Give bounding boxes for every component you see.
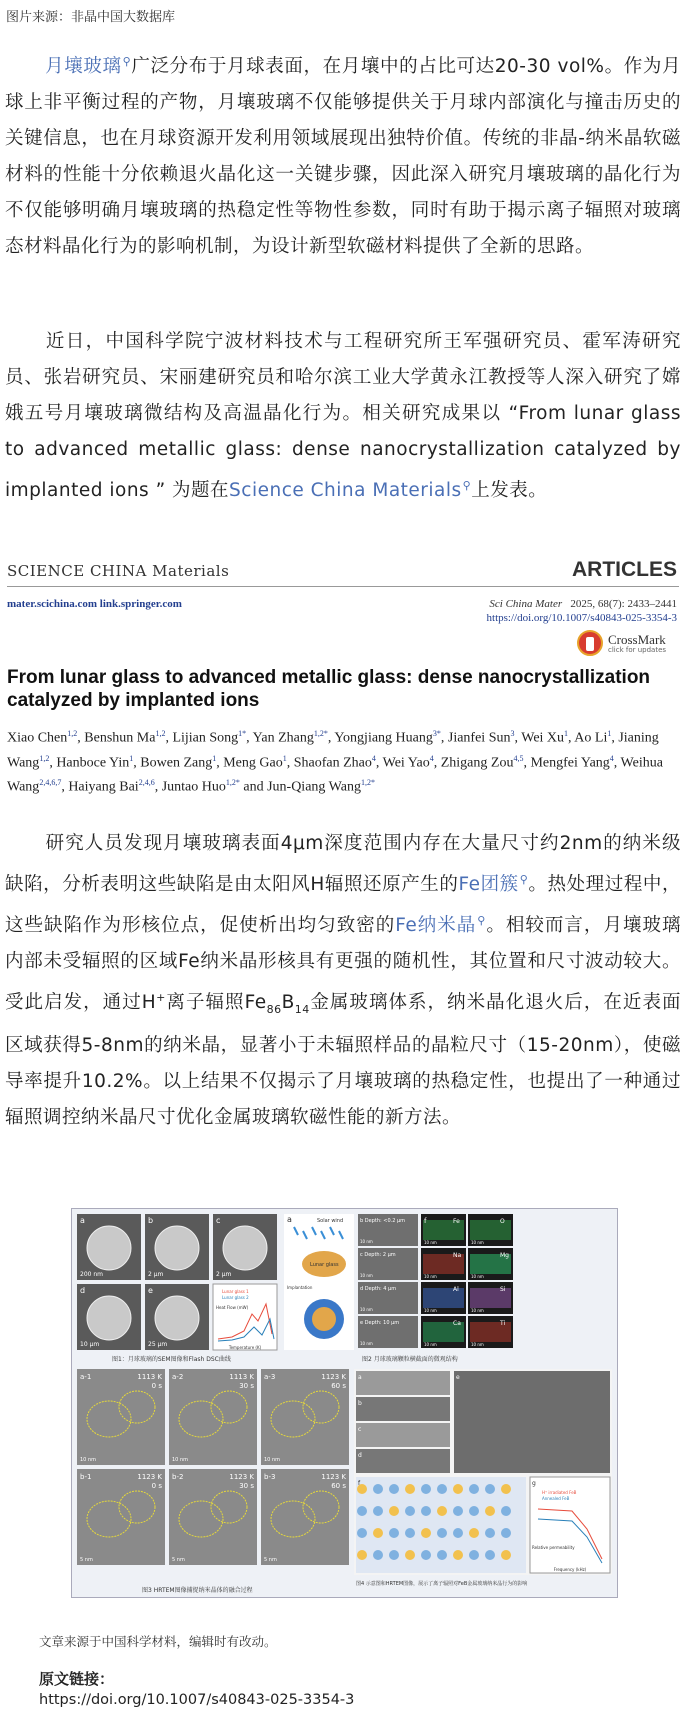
image-source-line: 图片来源：非晶中国大数据库 bbox=[6, 10, 176, 25]
atom bbox=[501, 1550, 511, 1560]
tem-time: 30 s bbox=[239, 1382, 254, 1390]
author-affiliation: 4 bbox=[371, 753, 376, 763]
tem-panel-id: b-2 bbox=[172, 1473, 184, 1481]
intro-text: 广泛分布于月球表面，在月壤中的占比可达20-30 vol%。作为月球上非平衡过程的产物，月壤玻璃不仅能够提供关于月球内部演化与撞击历史的关键信息，也在月球资源开发利用领域展现出独特价值。传统的非晶-纳米晶软磁材料的性能十分依赖退火晶化这一关键步骤，因此深入研究月壤玻璃的晶化行为不仅能够明确月壤玻璃的热稳定性等物性参数，同时有助于揭示离子辐照对玻璃态材料晶化行为的影响机制，为设计新型软磁材料提供了全新的思路。 bbox=[5, 56, 681, 258]
dsc-legend-2: Lunar glass 2 bbox=[222, 1295, 249, 1300]
findings-text-1: 研究人员发现月壤玻璃表面4μm深度范围内存在大量尺寸约2nm的纳米级缺陷，分析表明这些缺陷是由太阳风H辐照还原产生的 bbox=[5, 833, 681, 896]
findings-text-5: B bbox=[281, 992, 295, 1014]
fe-cluster-link[interactable]: Fe团簇 bbox=[458, 874, 519, 896]
sem-scale-label: 200 nm bbox=[80, 1271, 104, 1278]
eds-scale: 10 nm bbox=[424, 1308, 437, 1313]
fig2-panel-a: a bbox=[287, 1215, 292, 1224]
tem-temp: 1123 K bbox=[137, 1473, 162, 1481]
fig4-panel-label: f bbox=[358, 1480, 361, 1487]
journal-link[interactable]: Science China Materials bbox=[229, 480, 462, 502]
fig4-hrtem bbox=[356, 1371, 450, 1395]
findings-text-6: 金属玻璃体系，纳米晶化退火后，在近表面区域获得5-8nm的纳米晶，显著小于未辐照样品的晶粒尺寸（15-20nm），使磁导率提升10.2%。以上结果不仅揭示了月壤玻璃的热稳定性，也提出了一种通过辐照调控纳米晶尺寸优化金属玻璃软磁性能的新方法。 bbox=[5, 992, 681, 1129]
eds-signal bbox=[470, 1220, 511, 1240]
eds-element-label: Al bbox=[453, 1286, 459, 1293]
search-icon[interactable]: ⚲ bbox=[477, 914, 486, 928]
journal-sites[interactable]: mater.scichina.com link.springer.com bbox=[7, 598, 182, 610]
atom bbox=[389, 1550, 399, 1560]
sem-particle bbox=[223, 1226, 267, 1270]
tem-scale: 10 nm bbox=[80, 1457, 96, 1463]
figure-svg bbox=[72, 1209, 617, 1597]
sem-scale-label: 2 μm bbox=[216, 1271, 232, 1278]
author-affiliation: 2,4,6 bbox=[138, 778, 155, 788]
atom bbox=[405, 1528, 415, 1538]
lunar-glass-label: Lunar glass bbox=[310, 1262, 339, 1268]
atom bbox=[485, 1506, 495, 1516]
atom bbox=[373, 1550, 383, 1560]
perm-legend-2: Annealed FeB bbox=[542, 1496, 570, 1501]
eds-element-label: Si bbox=[500, 1286, 506, 1293]
fe-sub: 86 bbox=[266, 1003, 282, 1017]
atom bbox=[357, 1550, 367, 1560]
sem-scale-label: 25 μm bbox=[148, 1341, 168, 1348]
eds-scale: 10 nm bbox=[424, 1274, 437, 1279]
atom bbox=[405, 1484, 415, 1494]
tem-temp: 1113 K bbox=[229, 1373, 254, 1381]
depth-scale: 10 nm bbox=[360, 1273, 373, 1278]
author-affiliation: 1 bbox=[564, 729, 569, 738]
tem-temp: 1123 K bbox=[321, 1373, 346, 1381]
atom bbox=[421, 1506, 431, 1516]
fig4-panel-label: a bbox=[358, 1374, 362, 1381]
sem-panel-label: e bbox=[148, 1286, 153, 1295]
atom bbox=[373, 1506, 383, 1516]
author-name: Jun-Qiang Wang bbox=[267, 779, 361, 795]
atom bbox=[469, 1506, 479, 1516]
citation bbox=[489, 598, 677, 610]
sem-panel-label: d bbox=[80, 1286, 86, 1295]
depth-scale: 10 nm bbox=[360, 1341, 373, 1346]
atom bbox=[469, 1550, 479, 1560]
citation-journal: Sci China Mater bbox=[489, 598, 563, 610]
atom bbox=[389, 1528, 399, 1538]
author-name: Wei Yao bbox=[382, 755, 430, 771]
journal-name: SCIENCE CHINA Materials bbox=[7, 562, 230, 580]
perm-ylabel: Relative permeability bbox=[532, 1545, 575, 1550]
depth-label: e Depth: 10 μm bbox=[360, 1320, 400, 1326]
sem-scale-label: 2 μm bbox=[148, 1271, 164, 1278]
atom bbox=[485, 1550, 495, 1560]
tem-temp: 1123 K bbox=[321, 1473, 346, 1481]
tem-temp: 1113 K bbox=[137, 1373, 162, 1381]
author-name: Lijian Song bbox=[172, 730, 239, 746]
findings-text-4: 离子辐照Fe bbox=[165, 992, 267, 1014]
original-link-label: 原文链接： bbox=[39, 1670, 115, 1688]
sem-scale-label: 10 μm bbox=[80, 1341, 100, 1348]
atom bbox=[453, 1506, 463, 1516]
news-tail: 上发表。 bbox=[471, 480, 548, 502]
atom bbox=[485, 1528, 495, 1538]
author-affiliation: 1,2 bbox=[67, 729, 78, 738]
fig4-large-hrtem bbox=[454, 1371, 610, 1473]
author-name: Xiao Chen bbox=[7, 730, 68, 746]
author-affiliation: 1,2 bbox=[39, 753, 50, 763]
perm-xlabel: Frequency (kHz) bbox=[553, 1567, 587, 1572]
intro-paragraph bbox=[5, 44, 681, 265]
author-name: Shaofan Zhao bbox=[293, 755, 372, 771]
author-and: and bbox=[243, 779, 264, 795]
sem-particle bbox=[87, 1296, 131, 1340]
tem-scale: 10 nm bbox=[172, 1457, 188, 1463]
eds-scale: 10 nm bbox=[471, 1274, 484, 1279]
figure1-caption: 图1：月球玻璃的SEM图像和Flash DSC曲线 bbox=[112, 1356, 231, 1363]
original-link-url[interactable]: https://doi.org/10.1007/s40843-025-3354-3 bbox=[39, 1692, 355, 1708]
findings-text-2: 。热处理过程中，这些缺陷作为形核位点，促使析出均匀致密的 bbox=[5, 874, 681, 937]
author-name: Haiyang Bai bbox=[68, 779, 139, 795]
author-affiliation: 4 bbox=[429, 753, 434, 763]
fig4-panel-label: e bbox=[456, 1374, 460, 1381]
fig4-panel-label: c bbox=[358, 1426, 362, 1433]
author-name: Benshun Ma bbox=[84, 730, 156, 746]
atom bbox=[437, 1528, 447, 1538]
atom bbox=[437, 1550, 447, 1560]
author-name: Meng Gao bbox=[223, 755, 283, 771]
crossmark-sub: click for updates bbox=[608, 646, 667, 654]
figure3-caption: 图3 HRTEM图像捕捉纳米晶体的融合过程 bbox=[142, 1587, 253, 1594]
author-name: Jianfei Sun bbox=[447, 730, 511, 746]
fig4-panel-label: g bbox=[532, 1480, 536, 1487]
eds-element-label: Fe bbox=[453, 1218, 460, 1225]
atom bbox=[469, 1528, 479, 1538]
crossmark-icon bbox=[577, 630, 603, 656]
crossmark-badge[interactable] bbox=[577, 630, 677, 658]
author-affiliation: 1 bbox=[129, 753, 134, 763]
tem-time: 60 s bbox=[331, 1482, 346, 1490]
atom bbox=[421, 1528, 431, 1538]
atom bbox=[405, 1550, 415, 1560]
search-icon[interactable]: ⚲ bbox=[519, 873, 529, 886]
atom bbox=[501, 1528, 511, 1538]
depth-scale: 10 nm bbox=[360, 1307, 373, 1312]
dsc-ylabel: Heat Flow (mW) bbox=[216, 1305, 249, 1310]
eds-scale: 10 nm bbox=[424, 1342, 437, 1347]
eds-element-label: Ti bbox=[500, 1320, 506, 1327]
author-name: Weihua Wang bbox=[7, 755, 663, 795]
tem-panel-id: a-3 bbox=[264, 1373, 276, 1381]
implant-core bbox=[312, 1307, 336, 1331]
sem-panel-label: b bbox=[148, 1216, 154, 1225]
author-affiliation: 1 bbox=[212, 753, 217, 763]
b-sub: 14 bbox=[294, 1003, 310, 1017]
search-icon[interactable]: ⚲ bbox=[122, 55, 132, 68]
search-icon[interactable]: ⚲ bbox=[462, 479, 472, 492]
author-affiliation: 3 bbox=[510, 729, 515, 738]
eds-element-label: Mg bbox=[500, 1252, 509, 1259]
author-list: Xiao Chen$^{1,2}$, Benshun Ma$^{1,2}$, Lijian Song$^{1*}$, Yan Zhang$^{1,2*}$, Yongjiang Huang$^{3*}$, Jianfei Sun$^3$, Wei Xu$^1$, Ao Li$^1$, Jianing Wang$^{1,2}$, Hanboce Yin$^1$, Bowen Zang$^1$, Meng Gao$^1$, Shaofan Zhao$^4$, Wei Yao$^4$, Zhigang Zou$^{4,5}$, Mengfei Yang$^4$, Weihua Wang$^{2,4,6,7}$, Haiyang Bai$^{2,4,6}$, Juntao Huo$^{1,2*}$ and Jun-Qiang Wang$^{1,2*}$ bbox=[7, 729, 663, 795]
source-note: 文章来源于中国科学材料，编辑时有改动。 bbox=[39, 1634, 277, 1649]
atom bbox=[389, 1506, 399, 1516]
fe-nanocrystal-link[interactable]: Fe纳米晶 bbox=[395, 915, 477, 937]
figure2-caption: 图2 月球玻璃颗粒横截面的微观结构 bbox=[362, 1356, 458, 1363]
findings-paragraph bbox=[5, 826, 681, 1136]
depth-label: b Depth: <0.2 μm bbox=[360, 1218, 406, 1224]
atom bbox=[437, 1506, 447, 1516]
atom bbox=[501, 1484, 511, 1494]
fig4-hrtem bbox=[356, 1449, 450, 1473]
perm-legend-1: H⁺ irradiated FeB bbox=[542, 1490, 577, 1495]
article-doi[interactable]: https://doi.org/10.1007/s40843-025-3354-3 bbox=[486, 612, 677, 624]
tem-panel-id: b-1 bbox=[80, 1473, 92, 1481]
author-name: Yan Zhang bbox=[252, 730, 314, 746]
tem-temp: 1123 K bbox=[229, 1473, 254, 1481]
dsc-xlabel: Temperature (K) bbox=[228, 1345, 262, 1350]
figure4-caption: 图4 示意图和HRTEM图像，展示了离子辐照对FeB金属玻璃纳米晶行为的影响 bbox=[356, 1581, 528, 1587]
atom bbox=[501, 1506, 511, 1516]
author-affiliation: 3* bbox=[432, 729, 441, 738]
author-name: Bowen Zang bbox=[140, 755, 213, 771]
eds-scale: 10 nm bbox=[424, 1240, 437, 1245]
news-text: 近日，中国科学院宁波材料技术与工程研究所王军强研究员、霍军涛研究员、张岩研究员、宋丽建研究员和哈尔滨工业大学黄永江教授等人深入研究了嫦娥五号月壤玻璃微结构及高温晶化行为。相关研究成果以 “From lunar glass to advanced metallic glass: dense nanocrystallization catalyzed by implanted ions ” 为题在 bbox=[5, 331, 681, 502]
tem-scale: 5 nm bbox=[172, 1557, 185, 1563]
eds-panel-label: f bbox=[424, 1217, 427, 1225]
author-affiliation: 1 bbox=[607, 729, 612, 738]
fig4-hrtem bbox=[356, 1423, 450, 1447]
figure-composite bbox=[71, 1208, 618, 1598]
depth-label: c Depth: 2 μm bbox=[360, 1252, 396, 1258]
depth-scale: 10 nm bbox=[360, 1239, 373, 1244]
findings-text-3: 。相较而言，月壤玻璃内部未受辐照的区域Fe纳米晶形核具有更强的随机性，其位置和尺寸波动较大。受此启发，通过H bbox=[5, 915, 681, 1014]
eds-scale: 10 nm bbox=[471, 1342, 484, 1347]
lunar-glass-link[interactable]: 月壤玻璃 bbox=[45, 56, 122, 78]
sem-panel-label: a bbox=[80, 1216, 85, 1225]
author-affiliation: 1,2* bbox=[225, 778, 240, 788]
tem-panel-id: b-3 bbox=[264, 1473, 276, 1481]
eds-element-label: Ca bbox=[453, 1320, 461, 1327]
author-affiliation: 1* bbox=[238, 729, 247, 738]
fig4-hrtem bbox=[356, 1397, 450, 1421]
atom bbox=[373, 1528, 383, 1538]
atom bbox=[373, 1484, 383, 1494]
tem-panel-id: a-2 bbox=[172, 1373, 184, 1381]
dsc-legend-1: Lunar glass 1 bbox=[222, 1289, 249, 1294]
atom bbox=[453, 1484, 463, 1494]
author-name: Yongjiang Huang bbox=[334, 730, 433, 746]
atom bbox=[469, 1484, 479, 1494]
author-affiliation: 2,4,6,7 bbox=[39, 778, 62, 788]
news-paragraph bbox=[5, 324, 681, 509]
fig4-panel-label: d bbox=[358, 1452, 362, 1459]
author-name: Wei Xu bbox=[521, 730, 565, 746]
tem-time: 0 s bbox=[151, 1482, 162, 1490]
tem-scale: 5 nm bbox=[264, 1557, 277, 1563]
atom bbox=[485, 1484, 495, 1494]
atom bbox=[405, 1506, 415, 1516]
depth-label: d Depth: 4 μm bbox=[360, 1286, 397, 1292]
sem-particle bbox=[155, 1296, 199, 1340]
eds-scale: 10 nm bbox=[471, 1240, 484, 1245]
sem-panel-label: c bbox=[216, 1216, 221, 1225]
author-affiliation: 1,2* bbox=[360, 778, 375, 788]
author-affiliation: 1,2 bbox=[155, 729, 166, 738]
fig4-panel-label: b bbox=[358, 1400, 362, 1407]
sem-particle bbox=[87, 1226, 131, 1270]
atom bbox=[421, 1484, 431, 1494]
author-name: Hanboce Yin bbox=[56, 755, 130, 771]
citation-volume: 2025, 68(7): 2433–2441 bbox=[570, 598, 677, 610]
author-name: Jianing Wang bbox=[7, 730, 659, 771]
crossmark-label: CrossMark bbox=[608, 632, 666, 647]
author-affiliation: 4,5 bbox=[513, 753, 524, 763]
section-label: ARTICLES bbox=[572, 558, 677, 581]
tem-scale: 10 nm bbox=[264, 1457, 280, 1463]
atom bbox=[389, 1484, 399, 1494]
author-affiliation: 1,2* bbox=[313, 729, 328, 738]
eds-scale: 10 nm bbox=[471, 1308, 484, 1313]
implantation-label: Implantation bbox=[287, 1285, 313, 1290]
tem-panel-id: a-1 bbox=[80, 1373, 92, 1381]
tem-time: 60 s bbox=[331, 1382, 346, 1390]
article-header-image bbox=[5, 556, 683, 818]
atom bbox=[357, 1528, 367, 1538]
divider bbox=[7, 586, 679, 587]
author-name: Zhigang Zou bbox=[440, 755, 514, 771]
author-name: Mengfei Yang bbox=[530, 755, 610, 771]
h-plus-sup: + bbox=[156, 991, 166, 1005]
atom bbox=[421, 1550, 431, 1560]
solar-wind-label: Solar wind bbox=[317, 1218, 344, 1224]
tem-time: 30 s bbox=[239, 1482, 254, 1490]
eds-element-label: Na bbox=[453, 1252, 462, 1259]
author-affiliation: 1 bbox=[282, 753, 287, 763]
article-title: From lunar glass to advanced metallic glass: dense nanocrystallization catalyzed by implanted ions bbox=[7, 667, 651, 711]
atom bbox=[437, 1484, 447, 1494]
tem-scale: 5 nm bbox=[80, 1557, 93, 1563]
author-name: Juntao Huo bbox=[161, 779, 226, 795]
atom bbox=[453, 1550, 463, 1560]
atom bbox=[357, 1506, 367, 1516]
atom bbox=[453, 1528, 463, 1538]
author-name: Ao Li bbox=[574, 730, 608, 746]
sem-particle bbox=[155, 1226, 199, 1270]
tem-time: 0 s bbox=[151, 1382, 162, 1390]
eds-element-label: O bbox=[500, 1218, 505, 1225]
author-affiliation: 4 bbox=[609, 753, 614, 763]
